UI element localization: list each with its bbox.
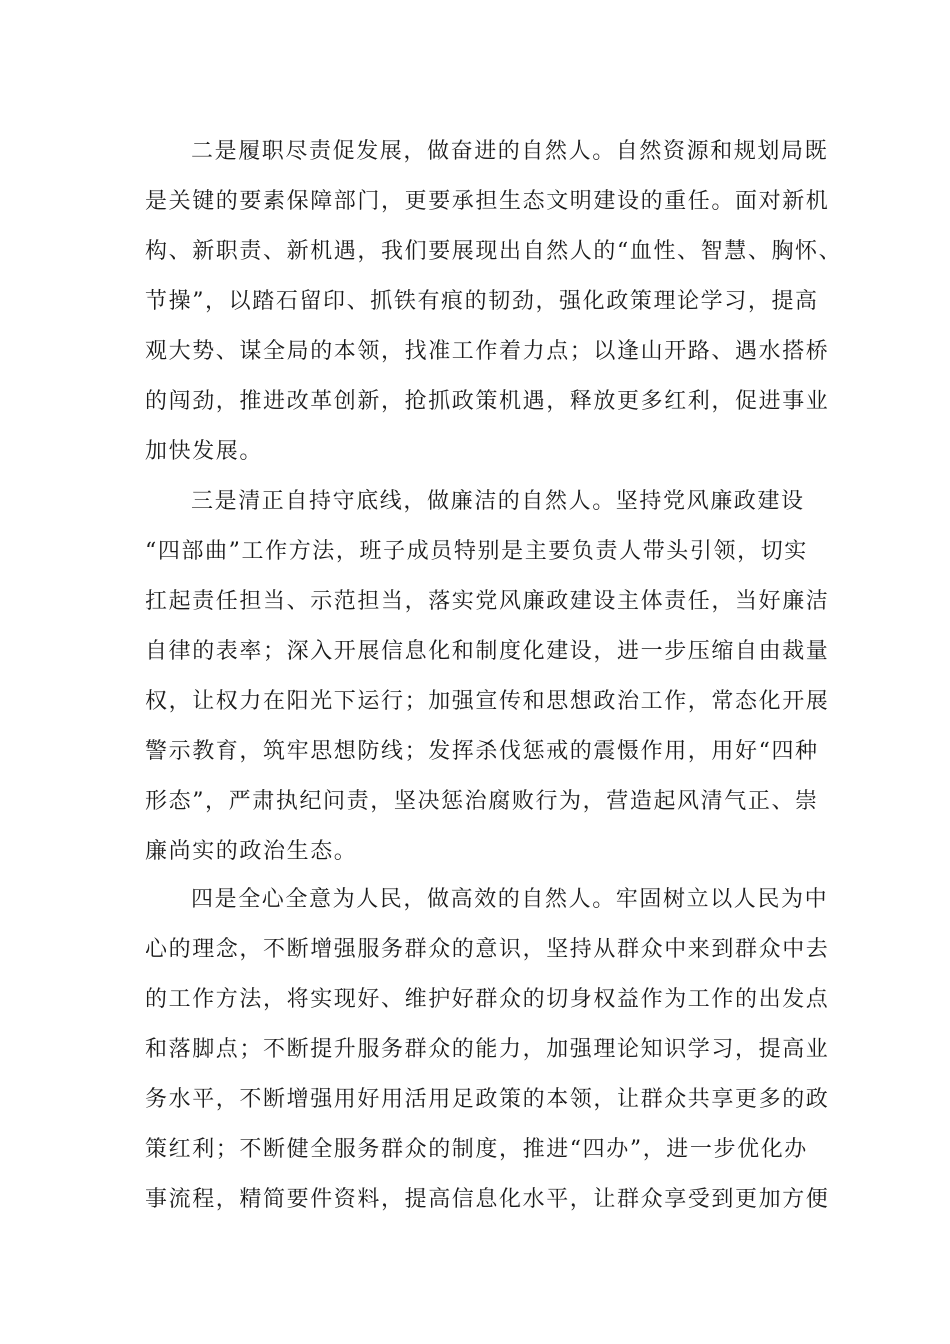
text-line: 和落脚点；不断提升服务群众的能力，加强理论知识学习，提高业 <box>145 1037 830 1062</box>
text-line: 事流程，精简要件资料，提高信息化水平，让群众享受到更加方便 <box>145 1187 830 1212</box>
text-line: 观大势、谋全局的本领，找准工作着力点；以逢山开路、遇水搭桥 <box>145 339 830 364</box>
text-line: 廉尚实的政治生态。 <box>145 839 358 864</box>
text-line: 是关键的要素保障部门，更要承担生态文明建设的重任。面对新机 <box>145 189 830 214</box>
text-line: 加快发展。 <box>145 439 264 464</box>
text-line: 扛起责任担当、示范担当，落实党风廉政建设主体责任，当好廉洁 <box>145 589 830 614</box>
text-line: 构、新职责、新机遇，我们要展现出自然人的“血性、智慧、胸怀、 <box>145 239 843 264</box>
text-line: 节操”，以踏石留印、抓铁有痕的韧劲，强化政策理论学习，提高 <box>145 289 819 314</box>
text-line: 三是清正自持守底线，做廉洁的自然人。坚持党风廉政建设 <box>191 489 805 514</box>
text-line: 二是履职尽责促发展，做奋进的自然人。自然资源和规划局既 <box>191 139 829 164</box>
text-line: 自律的表率；深入开展信息化和制度化建设，进一步压缩自由裁量 <box>145 639 830 664</box>
text-line: 权，让权力在阳光下运行；加强宣传和思想政治工作，常态化开展 <box>145 689 830 714</box>
text-line: 四是全心全意为人民，做高效的自然人。牢固树立以人民为中 <box>191 887 829 912</box>
text-line: 形态”，严肃执纪问责，坚决惩治腐败行为，营造起风清气正、崇 <box>145 789 819 814</box>
text-line: 警示教育，筑牢思想防线；发挥杀伐惩戒的震慑作用，用好“四种 <box>145 739 819 764</box>
text-line: “四部曲”工作方法，班子成员特别是主要负责人带头引领，切实 <box>145 539 808 564</box>
text-line: 的工作方法，将实现好、维护好群众的切身权益作为工作的出发点 <box>145 987 830 1012</box>
text-line: 策红利；不断健全服务群众的制度，推进“四办”，进一步优化办 <box>145 1137 808 1162</box>
text-line: 务水平，不断增强用好用活用足政策的本领，让群众共享更多的政 <box>145 1087 830 1112</box>
text-line: 的闯劲，推进改革创新，抢抓政策机遇，释放更多红利，促进事业 <box>145 389 830 414</box>
text-line: 心的理念，不断增强服务群众的意识，坚持从群众中来到群众中去 <box>145 937 830 962</box>
